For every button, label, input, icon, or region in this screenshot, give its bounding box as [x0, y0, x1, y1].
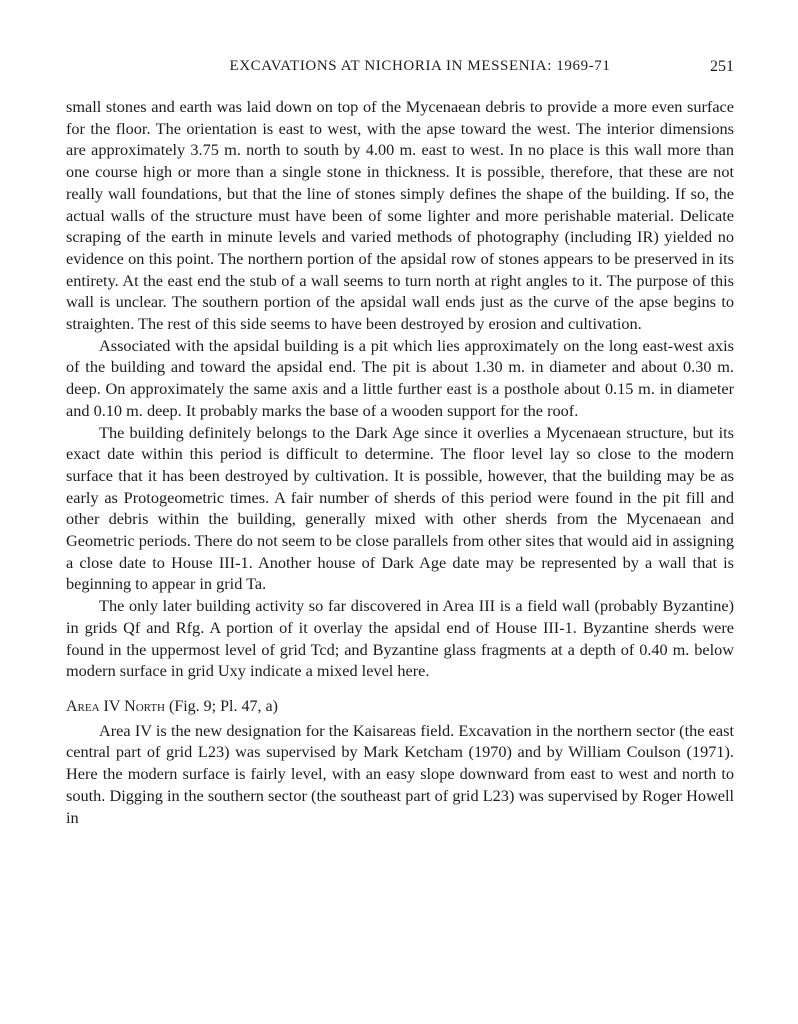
running-title: EXCAVATIONS AT NICHORIA IN MESSENIA: 1969-71 — [229, 58, 611, 74]
body-text — [66, 96, 734, 828]
paragraph-later-activity: The only later building activity so far discovered in Area III is a field wall (probably Byzantine) in grids Qf and Rfg. A portion of it overlay the apsidal end of House III-1. Byzantine sherds were found in the uppermost level of grid Tcd; and Byzantine glass fragments at a depth of 0.40 m. below modern surface in grid Uxy indicate a mixed level here. — [66, 596, 734, 681]
running-header — [66, 58, 734, 84]
paragraph-dating: The building definitely belongs to the Dark Age since it overlies a Mycenaean structure, but its exact date within this period is difficult to determine. The floor level lay so close to the modern surface that it has been destroyed by cultivation. It is possible, however, that the building may be as early as Protogeometric times. A fair number of sherds of this period were found in the pit fill and other debris within the building, generally mixed with other sherds from the Mycenaean and Geometric periods. There do not seem to be close parallels from other sites that would aid in assigning a close date to House III-1. Another house of Dark Age date may be represented by a wall that is beginning to appear in grid Ta. — [66, 422, 734, 594]
section-title: Area IV North — [66, 697, 165, 715]
section-heading-area-iv-north — [66, 696, 734, 718]
paragraph-area-iv: Area IV is the new designation for the Kaisareas field. Excavation in the northern sector (the east central part of grid L23) was supervised by Mark Ketcham (1970) and by William Coulson (1971). Here the modern surface is fairly level, with an easy slope downward from east to west and north to south. Digging in the southern sector (the southeast part of grid L23) was supervised by Roger Howell in — [66, 720, 734, 827]
paragraph-pit-posthole: Associated with the apsidal building is a pit which lies approximately on the long east-west axis of the building and toward the apsidal end. The pit is about 1.30 m. in diameter and about 0.30 m. deep. On approximately the same axis and a little further east is a posthole about 0.15 m. in diameter and 0.10 m. deep. It probably marks the base of a wooden support for the roof. — [66, 335, 734, 420]
figure-reference: (Fig. 9; Pl. 47, a) — [169, 697, 278, 715]
paragraph-continued: small stones and earth was laid down on top of the Mycenaean debris to provide a more even surface for the floor. The orientation is east to west, with the apse toward the west. The interior dimensions are approximately 3.75 m. north to south by 4.00 m. east to west. In no place is this wall more than one course high or more than a single stone in thickness. It is possible, therefore, that these are not really wall foundations, but that the line of stones simply defines the shape of the building. If so, the actual walls of the structure must have been of some lighter and more perishable material. Delicate scraping of the earth in minute levels and varied methods of photography (including IR) yielded no evidence on this point. The northern portion of the apsidal row of stones appears to be preserved in its entirety. At the east end the stub of a wall seems to turn north at right angles to it. The purpose of this wall is unclear. The southern portion of the apsidal wall ends just as the curve of the apse begins to straighten. The rest of this side seems to have been destroyed by erosion and cultivation. — [66, 97, 734, 334]
page-number: 251 — [710, 58, 734, 75]
document-page — [66, 58, 734, 828]
